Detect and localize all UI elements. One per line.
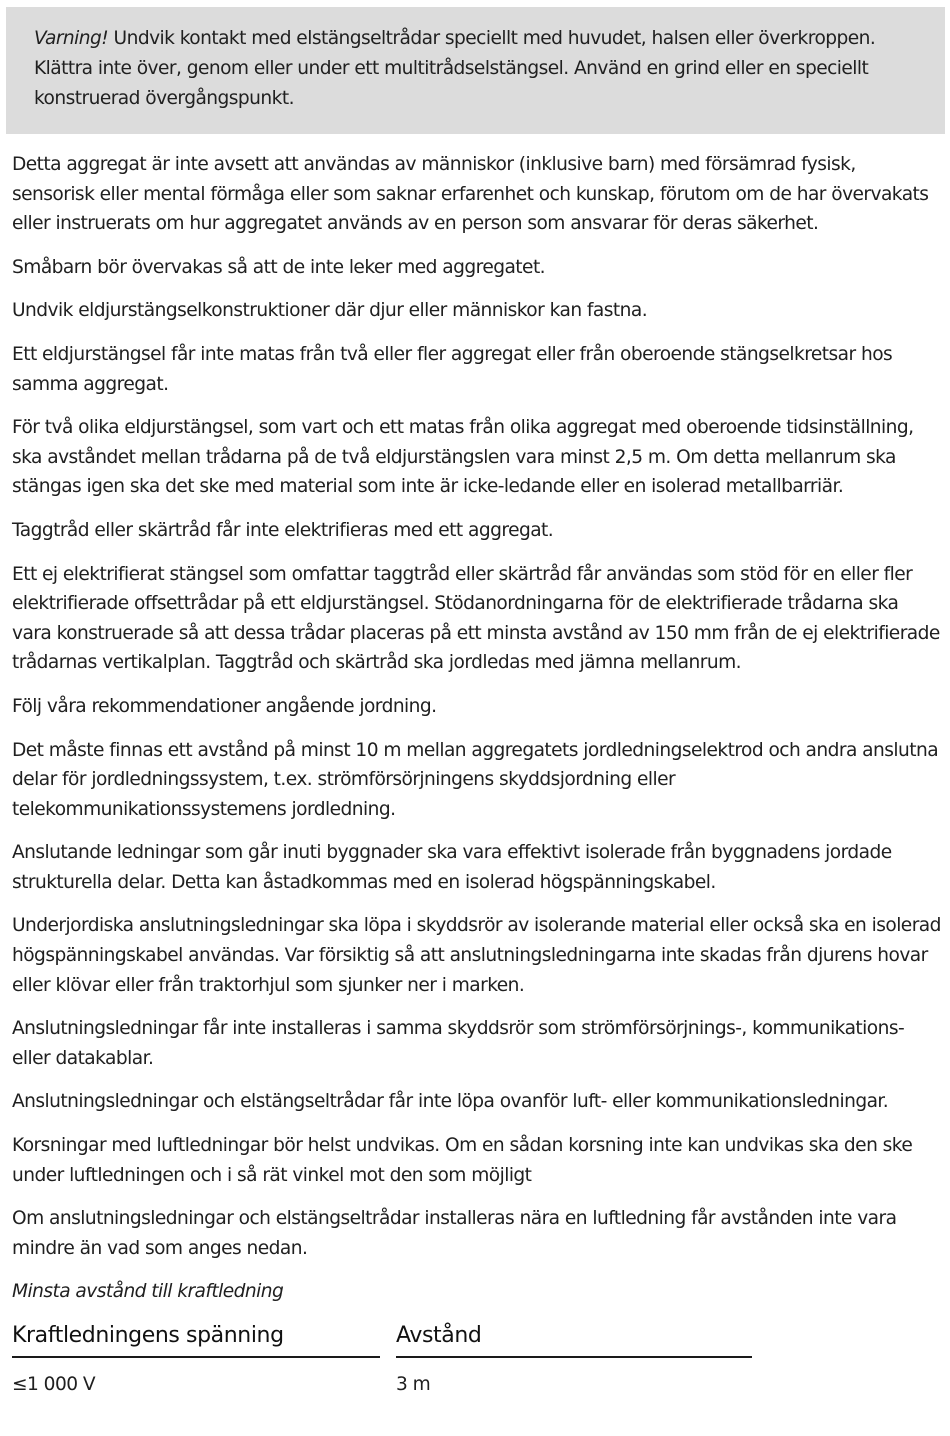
- header-distance: Avstånd: [396, 1321, 752, 1358]
- warning-label: Varning!: [34, 28, 109, 49]
- header-gap: [380, 1321, 396, 1358]
- paragraph-conduit: Anslutningsledningar får inte installeras i samma skyddsrör som strömförsörjnings-, kommunikations- eller datakablar.: [12, 1018, 905, 1069]
- header-voltage: Kraftledningens spänning: [12, 1321, 380, 1358]
- paragraph-indoor-leads: Anslutande ledningar som går inuti byggnader ska vara effektivt isolerade från byggnadens jordade strukturella delar. Detta kan åstadkommas med en isolerad högspänningskabel.: [12, 842, 892, 893]
- body-text: [12, 150, 942, 1399]
- warning-text: Undvik kontakt med elstängseltrådar speciellt med huvudet, halsen eller överkroppen. Klättra inte över, genom eller under ett multitrådselstängsel. Använd en grind eller en speciellt konstruerad övergångspunkt.: [34, 28, 876, 109]
- paragraph-children: Småbarn bör övervakas så att de inte leker med aggregatet.: [12, 256, 546, 278]
- paragraph-underground-leads: Underjordiska anslutningsledningar ska löpa i skyddsrör av isolerande material eller också ska en isolerad högspänningskabel användas. Var försiktig så att anslutningsledningarna inte skadas från djurens hovar eller klövar eller från traktorhjul som sjunker ner i marken.: [12, 915, 941, 996]
- paragraph-grounding: Följ våra rekommendationer angående jordning.: [12, 695, 437, 717]
- cell-distance: 3 m: [396, 1373, 431, 1395]
- paragraph-barbed-wire: Taggtråd eller skärtråd får inte elektrifieras med ett aggregat.: [12, 519, 554, 541]
- paragraph-avoid-entrapment: Undvik eldjurstängselkonstruktioner där djur eller människor kan fastna.: [12, 300, 648, 322]
- table-header-row: [12, 1321, 752, 1358]
- cell-voltage: ≤1 000 V: [12, 1373, 96, 1395]
- warning-box: [6, 7, 945, 134]
- table-row: [12, 1358, 752, 1400]
- paragraph-clearances: Om anslutningsledningar och elstängseltrådar installeras nära en luftledning får avstånden inte vara mindre än vad som anges nedan.: [12, 1208, 897, 1259]
- paragraph-offset-wires: Ett ej elektrifierat stängsel som omfattar taggtråd eller skärtråd får användas som stöd för en eller fler elektrifierade offsettrådar på ett eldjurstängsel. Stödanordningarna för de elektrifierade trådarna ska vara konstruerade så att dessa trådar placeras på ett minsta avstånd av 150 mm från de ej elektrifierade trådarnas vertikalplan. Taggtråd och skärtråd ska jordledas med jämna mellanrum.: [12, 563, 940, 674]
- paragraph-single-energizer: Ett eldjurstängsel får inte matas från två eller fler aggregat eller från oberoende stängselkretsar hos samma aggregat.: [12, 343, 893, 395]
- paragraph-ground-distance: Det måste finnas ett avstånd på minst 10 m mellan aggregatets jordledningselektrod och andra anslutna delar för jordledningssystem, t.ex. strömförsörjningens skyddsjordning eller telekommunikationssystemens jordledning.: [12, 739, 939, 820]
- paragraph-disabled-persons: Detta aggregat är inte avsett att användas av människor (inklusive barn) med försämrad fysisk, sensorisk eller mental förmåga eller som saknar erfarenhet och kunskap, förutom om de har övervakats eller instruerats om hur aggregatet används av en person som ansvarar för deras säkerhet.: [12, 154, 929, 235]
- clearance-table: [12, 1321, 752, 1399]
- paragraph-crossings: Korsningar med luftledningar bör helst undvikas. Om en sådan korsning inte kan undvikas ska den ske under luftledningen och i så rät vinkel mot den som möjligt: [12, 1135, 913, 1186]
- paragraph-fence-spacing: För två olika eldjurstängsel, som vart och ett matas från olika aggregat med oberoende tidsinställning, ska avståndet mellan trådarna på de två eldjurstängslen vara minst 2,5 m. Om detta mellanrum ska stängas igen ska det ske med material som inte är icke-ledande eller en isolerad metallbarriär.: [12, 417, 914, 498]
- cell-gap: [380, 1358, 396, 1400]
- table-caption: Minsta avstånd till kraftledning: [12, 1281, 284, 1303]
- paragraph-overhead-lines: Anslutningsledningar och elstängseltrådar får inte löpa ovanför luft- eller kommunikationsledningar.: [12, 1091, 889, 1113]
